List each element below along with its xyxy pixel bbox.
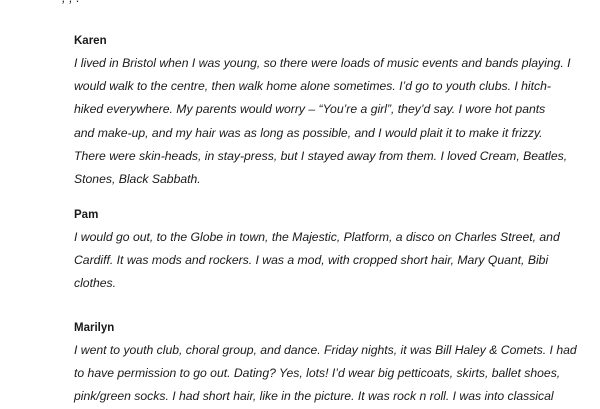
body-line: I lived in Bristol when I was young, so there were loads of music events and bands playing. I bbox=[74, 56, 571, 70]
section-body bbox=[74, 52, 571, 191]
section-heading: Pam bbox=[74, 209, 99, 221]
section-heading: Karen bbox=[74, 35, 107, 47]
section-marilyn bbox=[74, 321, 577, 409]
body-line: to have permission to go out. Dating? Yes, lots! I’d wear big petticoats, skirts, ballet shoes, bbox=[74, 366, 561, 381]
body-line: Cardiff. It was mods and rockers. I was a mod, with cropped short hair, Mary Quant, Bibi bbox=[74, 253, 549, 268]
body-line: I would go out, to the Globe in town, the Majestic, Platform, a disco on Charles Street, and bbox=[74, 230, 560, 244]
section-body bbox=[74, 339, 577, 409]
body-line: hiked everywhere. My parents would worry – “You’re a girl”, they’d say. I wore hot pants bbox=[74, 102, 546, 117]
body-line: and make-up, and my hair was as long as possible, and I would plait it to make it frizzy. bbox=[74, 125, 543, 140]
cutoff-text-line bbox=[62, 0, 80, 5]
section-pam bbox=[74, 208, 560, 296]
body-line: clothes. bbox=[74, 276, 117, 291]
body-line: would walk to the centre, then walk home alone sometimes. I’d go to youth clubs. I hitch- bbox=[74, 79, 551, 94]
body-line: Stones, Black Sabbath. bbox=[74, 172, 201, 187]
body-line: pink/green socks. I had short hair, like in the picture. It was rock n roll. I was into classical bbox=[74, 389, 554, 404]
body-line: There were skin-heads, in stay-press, but I stayed away from them. I loved Cream, Beatles, bbox=[74, 148, 568, 163]
body-line: I went to youth club, choral group, and dance. Friday nights, it was Bill Haley & Comets. I had bbox=[74, 343, 577, 357]
section-body bbox=[74, 226, 560, 296]
section-karen bbox=[74, 34, 571, 191]
section-heading: Marilyn bbox=[74, 322, 115, 334]
